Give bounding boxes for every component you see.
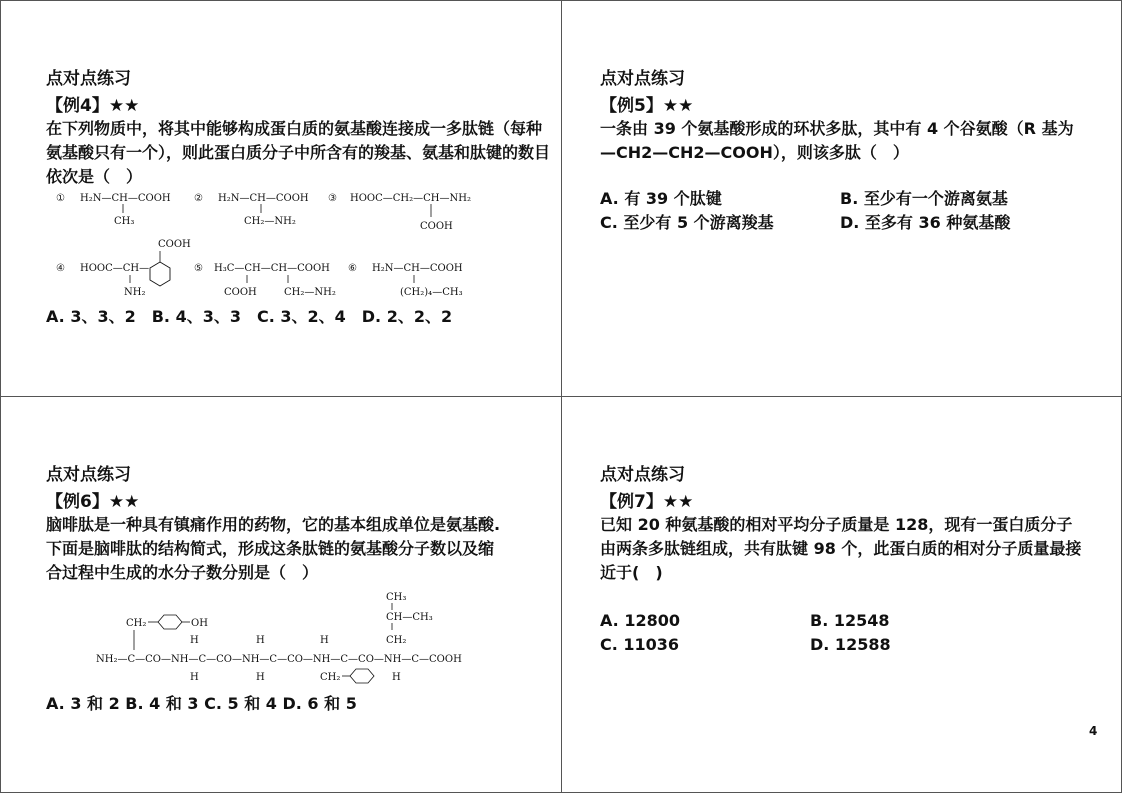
option-a: A. 有 39 个肽键: [600, 189, 722, 208]
answer-options: [600, 609, 1084, 657]
side-ch2-1: CH₂: [126, 618, 147, 629]
structure-4-amino: NH₂: [124, 287, 146, 298]
option-d: D. 12588: [810, 635, 891, 654]
example-label: 【例5】★★: [600, 96, 694, 116]
horizontal-divider: [0, 396, 1122, 397]
amino-acid-structures: [54, 189, 524, 301]
panel-title: 点对点练习: [46, 465, 131, 485]
example-label: 【例4】★★: [46, 96, 140, 116]
panel-example-4: [46, 68, 551, 329]
page-number: 4: [1089, 724, 1098, 738]
option-b: B. 12548: [810, 611, 890, 630]
panel-title: 点对点练习: [46, 69, 131, 89]
structure-6-number: ⑥: [348, 263, 357, 274]
panel-example-7: [600, 464, 1084, 657]
side-ch: CH—CH₃: [386, 612, 433, 623]
structure-5-main: H₃C—CH—CH—COOH: [214, 263, 330, 274]
answer-options-6: A. 3 和 2 B. 4 和 3 C. 5 和 4 D. 6 和 5: [46, 694, 357, 713]
h-bottom-5: H: [392, 672, 401, 683]
question-stem: 一条由 39 个氨基酸形成的环状多肽，其中有 4 个谷氨酸（R 基为—CH2—CH2—COOH），则该多肽（ ）: [600, 119, 1074, 162]
structure-4-carboxyl: COOH: [158, 239, 191, 250]
option-b: B. 至少有一个游离氨基: [840, 189, 1008, 208]
structure-4-number: ④: [56, 263, 65, 274]
structure-5-amino: CH₂—NH₂: [284, 287, 336, 298]
structure-4-main: HOOC—CH—: [80, 263, 150, 274]
structure-6-main: H₂N—CH—COOH: [372, 263, 463, 274]
question-stem: 脑啡肽是一种具有镇痛作用的药物，它的基本组成单位是氨基酸.下面是脑啡肽的结构简式，形成这条肽链的氨基酸分子数以及缩合过程中生成的水分子数分别是（ ）: [46, 515, 501, 582]
h-top-3: H: [256, 635, 265, 646]
side-ch3-top: CH₃: [386, 592, 407, 603]
h-bottom-2: H: [190, 672, 199, 683]
structure-3-number: ③: [328, 193, 337, 204]
structure-1-side: CH₃: [114, 216, 135, 227]
h-top-4: H: [320, 635, 329, 646]
panel-example-6: [46, 464, 506, 585]
structure-2-side: CH₂—NH₂: [244, 216, 296, 227]
example-label: 【例7】★★: [600, 492, 694, 512]
structure-6-side: (CH₂)₄—CH₃: [400, 287, 463, 298]
structure-5-number: ⑤: [194, 263, 203, 274]
hydroxyl-label: OH: [191, 618, 208, 629]
structure-2-main: H₂N—CH—COOH: [218, 193, 309, 204]
question-stem: 在下列物质中，将其中能够构成蛋白质的氨基酸连接成一多肽链（每种氨基酸只有一个），则此蛋白质分子中所含有的羧基、氨基和肽键的数目依次是（ ）: [46, 119, 551, 186]
option-d: D. 至多有 36 种氨基酸: [840, 213, 1011, 232]
structure-3-side: COOH: [420, 221, 453, 232]
panel-example-5: [600, 68, 1080, 235]
side-ch2-4: CH₂: [320, 672, 341, 683]
option-c: C. 11036: [600, 635, 680, 654]
option-a: A. 12800: [600, 611, 680, 630]
option-c: C. 至少有 5 个游离羧基: [600, 213, 774, 232]
structure-1-number: ①: [56, 193, 65, 204]
enkephalin-structure: [96, 588, 476, 688]
side-ch2-5: CH₂: [386, 635, 407, 646]
panel-title: 点对点练习: [600, 465, 685, 485]
example-label: 【例6】★★: [46, 492, 140, 512]
structure-3-main: HOOC—CH₂—CH—NH₂: [350, 193, 472, 204]
h-bottom-3: H: [256, 672, 265, 683]
structure-2-number: ②: [194, 193, 203, 204]
structure-1-main: H₂N—CH—COOH: [80, 193, 171, 204]
panel-title: 点对点练习: [600, 69, 685, 89]
structure-5-carboxyl: COOH: [224, 287, 257, 298]
answer-options: A. 3、3、2 B. 4、3、3 C. 3、2、4 D. 2、2、2: [46, 307, 453, 326]
h-top-2: H: [190, 635, 199, 646]
question-stem: 已知 20 种氨基酸的相对平均分子质量是 128，现有一蛋白质分子由两条多肽链组成，共有肽键 98 个，此蛋白质的相对分子质量最接近于( ): [600, 515, 1082, 582]
answer-options: [600, 187, 1080, 235]
main-chain: NH₂—C—CO—NH—C—CO—NH—C—CO—NH—C—CO—NH—C—COOH: [96, 654, 462, 665]
